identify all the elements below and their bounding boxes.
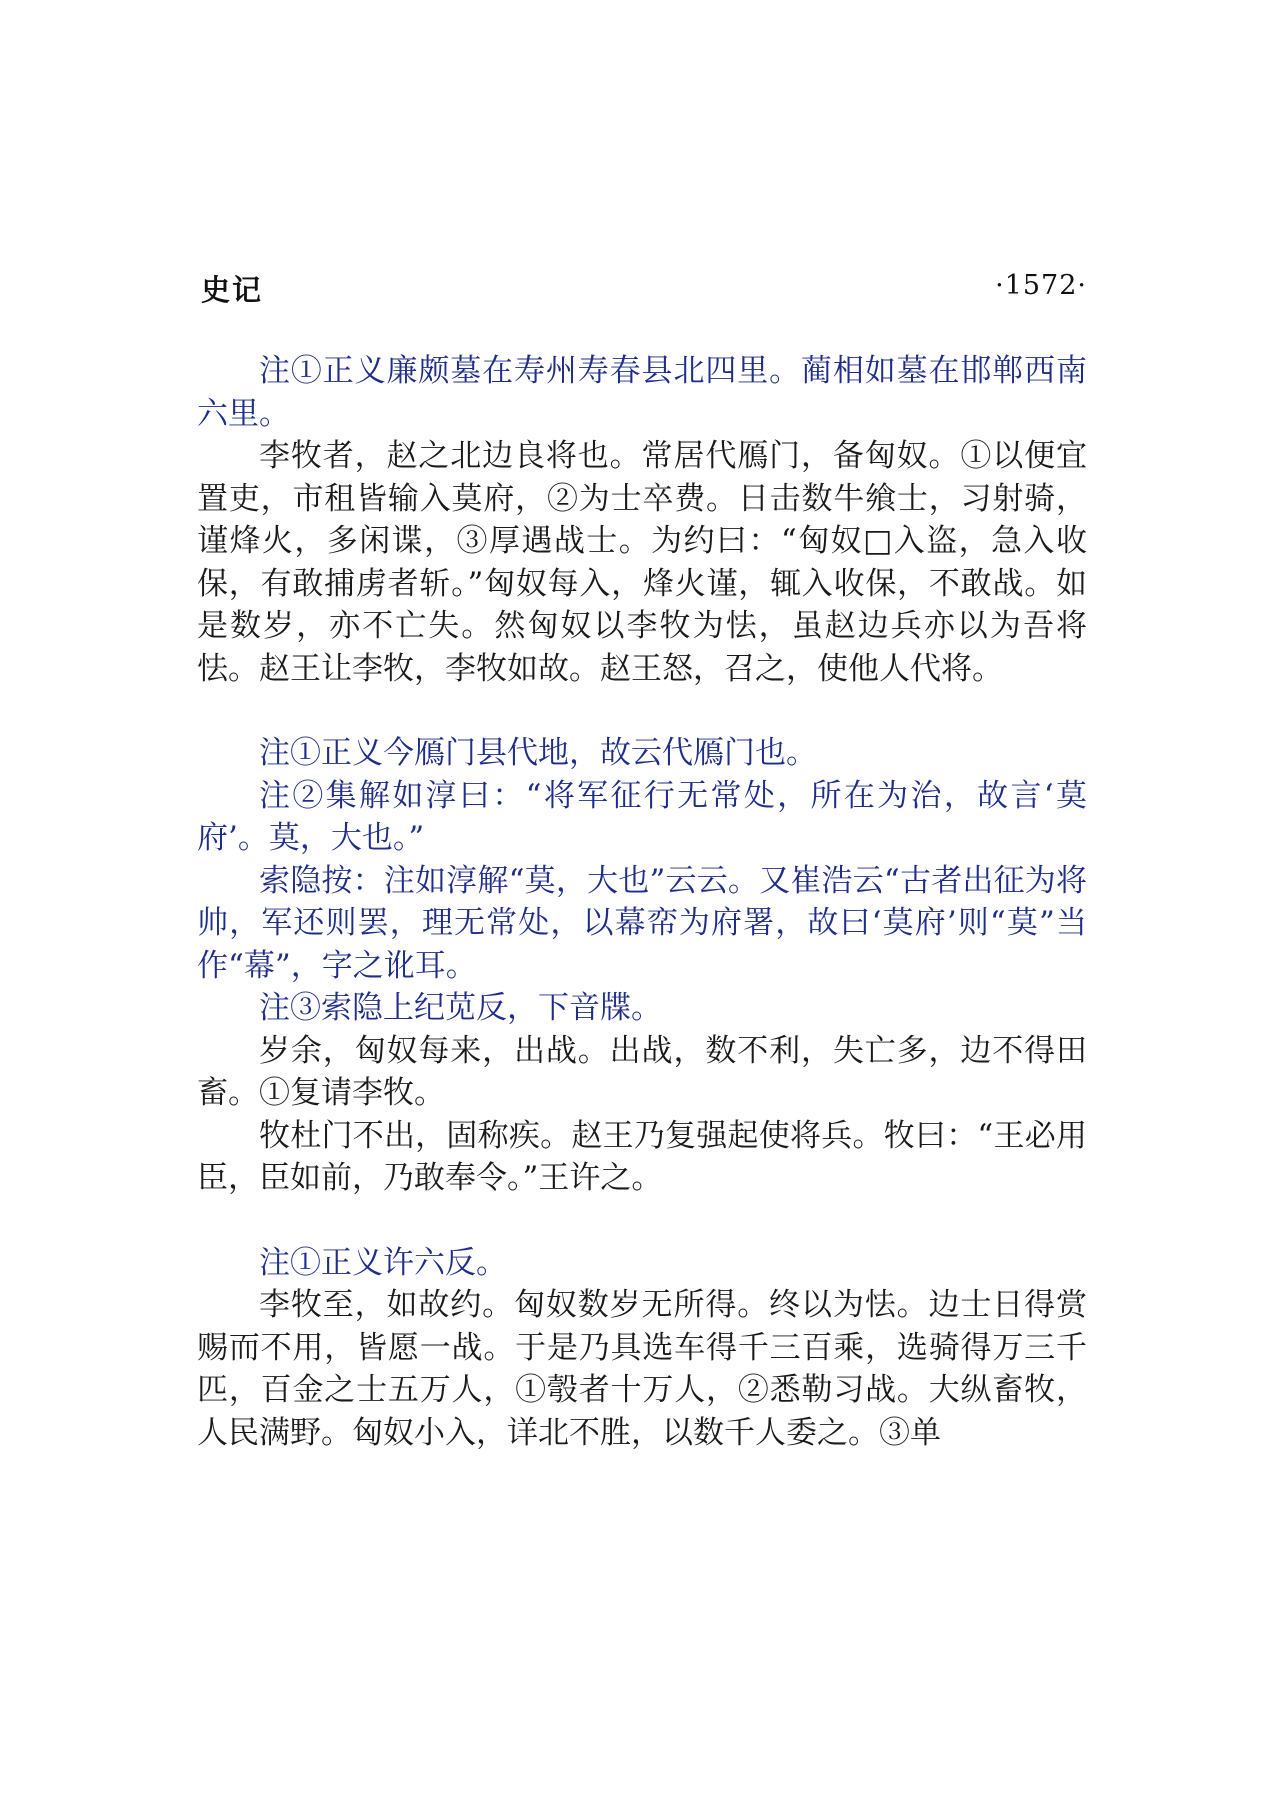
text-paragraph: 岁余，匈奴每来，出战。出战，数不利，失亡多，边不得田畜。①复请李牧。 — [197, 1032, 1087, 1111]
annotation-paragraph: 索隐按：注如淳解“莫，大也”云云。又崔浩云“古者出征为将帅，军还则罢，理无常处，以幕帟为府署，故曰‘莫府’则“莫”当作“幕”，字之讹耳。 — [197, 862, 1087, 984]
book-title: 史记 — [201, 273, 264, 307]
annotation-paragraph: 注①正义廉颇墓在寿州寿春县北四里。蔺相如墓在邯郸西南六里。 — [197, 353, 1087, 432]
page-body — [197, 350, 1087, 1454]
annotation-paragraph: 注②集解如淳曰：“将军征行无常处，所在为治，故言‘莫府’。莫，大也。” — [197, 777, 1087, 856]
section-gap — [197, 1200, 1087, 1242]
annotation-paragraph: 注①正义今鴈门县代地，故云代鴈门也。 — [259, 735, 817, 771]
annotation-paragraph: 注①正义许六反。 — [259, 1244, 507, 1281]
text-paragraph: 牧杜门不出，固称疾。赵王乃复强起使将兵。牧曰：“王必用臣，臣如前，乃敢奉令。”王许之。 — [197, 1117, 1087, 1196]
annotation-paragraph: 注③索隐上纪苋反，下音牒。 — [259, 990, 662, 1026]
section-gap — [197, 690, 1087, 732]
page-number: ·1572· — [995, 270, 1087, 301]
page-header — [197, 268, 1087, 308]
text-paragraph: 李牧至，如故约。匈奴数岁无所得。终以为怯。边士日得赏赐而不用，皆愿一战。于是乃具选车得千三百乘，选骑得万三千匹，百金之士五万人，①彀者十万人，②悉勒习战。大纵畜牧，人民满野。匈奴小入，详北不胜，以数千人委之。③单 — [197, 1287, 1087, 1451]
text-paragraph: 李牧者，赵之北边良将也。常居代鴈门，备匈奴。①以便宜置吏，市租皆输入莫府，②为士卒费。日击数牛飨士，习射骑，谨烽火，多闲谍，③厚遇战士。为约曰：“匈奴□入盗，急入收保，有敢捕虏者斩。”匈奴每入，烽火谨，辄入收保，不敢战。如是数岁，亦不亡失。然匈奴以李牧为怯，虽赵边兵亦以为吾将怯。赵王让李牧，李牧如故。赵王怒，召之，使他人代将。 — [197, 438, 1087, 687]
